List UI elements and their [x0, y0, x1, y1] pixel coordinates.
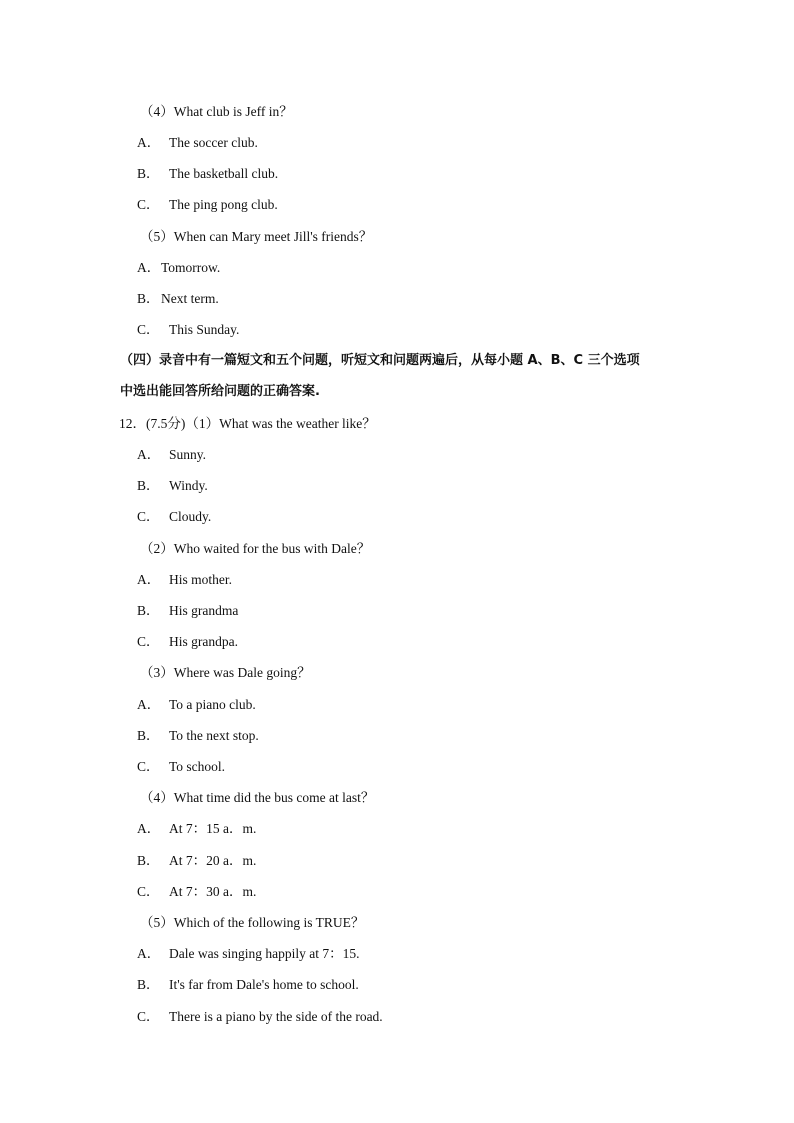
- option-b[interactable]: [137, 476, 208, 496]
- sub-question-4-text: （4）What time did the bus come at last？: [140, 790, 375, 805]
- sub-question-2-text: （2）Who waited for the bus with Dale？: [140, 541, 371, 556]
- option-a[interactable]: [137, 445, 206, 465]
- option-a[interactable]: [137, 944, 359, 964]
- option-b[interactable]: [137, 164, 278, 184]
- option-c[interactable]: [137, 632, 238, 652]
- option-key: B．: [137, 478, 160, 493]
- question-4-text: （4）What club is Jeff in？: [140, 104, 293, 119]
- option-text: To school.: [169, 759, 226, 774]
- option-text: His grandma: [169, 603, 239, 618]
- option-b[interactable]: [137, 726, 259, 746]
- option-text: At 7：15 a．m.: [169, 821, 257, 836]
- option-key: B．: [137, 603, 160, 618]
- section-instruction-line-1: （四）录音中有一篇短文和五个问题，听短文和问题两遍后，从每小题 A、B、C 三个选项: [120, 353, 640, 368]
- option-text: At 7：30 a．m.: [169, 884, 257, 899]
- option-text: His grandpa.: [169, 634, 238, 649]
- option-key: B．: [137, 977, 160, 992]
- option-a[interactable]: [137, 133, 258, 153]
- option-text: Dale was singing happily at 7：15.: [169, 946, 360, 961]
- option-key: A．: [137, 260, 161, 275]
- option-key: C．: [137, 509, 160, 524]
- option-c[interactable]: [137, 1007, 383, 1027]
- option-key: A．: [137, 135, 161, 150]
- option-key: A．: [137, 697, 161, 712]
- option-text: This Sunday.: [169, 322, 240, 337]
- option-key: C．: [137, 322, 160, 337]
- option-key: B．: [137, 728, 160, 743]
- option-text: To a piano club.: [169, 697, 256, 712]
- option-text: There is a piano by the side of the road.: [169, 1009, 383, 1024]
- option-text: It's far from Dale's home to school.: [169, 977, 359, 992]
- option-c[interactable]: [137, 507, 211, 527]
- option-key: C．: [137, 634, 160, 649]
- question-12-header: 12．(7.5分)（1）What was the weather like？: [119, 416, 376, 431]
- option-key: A．: [137, 821, 161, 836]
- question-5-text: （5）When can Mary meet Jill's friends？: [140, 229, 373, 244]
- option-a[interactable]: [137, 819, 256, 839]
- option-b[interactable]: [137, 289, 219, 309]
- option-text: His mother.: [169, 572, 232, 587]
- option-b[interactable]: [137, 601, 238, 621]
- option-text: Sunny.: [169, 447, 207, 462]
- option-key: A．: [137, 946, 161, 961]
- option-key: C．: [137, 759, 160, 774]
- option-text: Tomorrow.: [161, 260, 221, 275]
- option-text: The basketball club.: [169, 166, 279, 181]
- sub-question-3-text: （3）Where was Dale going？: [140, 665, 311, 680]
- sub-question-5-text: （5）Which of the following is TRUE？: [140, 915, 365, 930]
- option-key: B．: [137, 853, 160, 868]
- option-key: C．: [137, 884, 160, 899]
- option-text: The ping pong club.: [169, 197, 278, 212]
- option-key: C．: [137, 1009, 160, 1024]
- option-b[interactable]: [137, 851, 256, 871]
- option-c[interactable]: [137, 882, 256, 902]
- option-key: C．: [137, 197, 160, 212]
- option-text: Windy.: [169, 478, 208, 493]
- option-c[interactable]: [137, 757, 225, 777]
- option-a[interactable]: [137, 258, 220, 278]
- option-b[interactable]: [137, 975, 359, 995]
- option-text: The soccer club.: [169, 135, 258, 150]
- option-key: B．: [137, 291, 160, 306]
- option-key: A．: [137, 572, 161, 587]
- option-c[interactable]: [137, 320, 239, 340]
- option-key: A．: [137, 447, 161, 462]
- option-key: B．: [137, 166, 160, 181]
- option-text: At 7：20 a．m.: [169, 853, 257, 868]
- section-instruction-line-2: 中选出能回答所给问题的正确答案.: [120, 384, 320, 399]
- option-text: To the next stop.: [169, 728, 259, 743]
- option-text: Next term.: [161, 291, 219, 306]
- option-text: Cloudy.: [169, 509, 212, 524]
- option-c[interactable]: [137, 195, 278, 215]
- option-a[interactable]: [137, 570, 232, 590]
- option-a[interactable]: [137, 695, 256, 715]
